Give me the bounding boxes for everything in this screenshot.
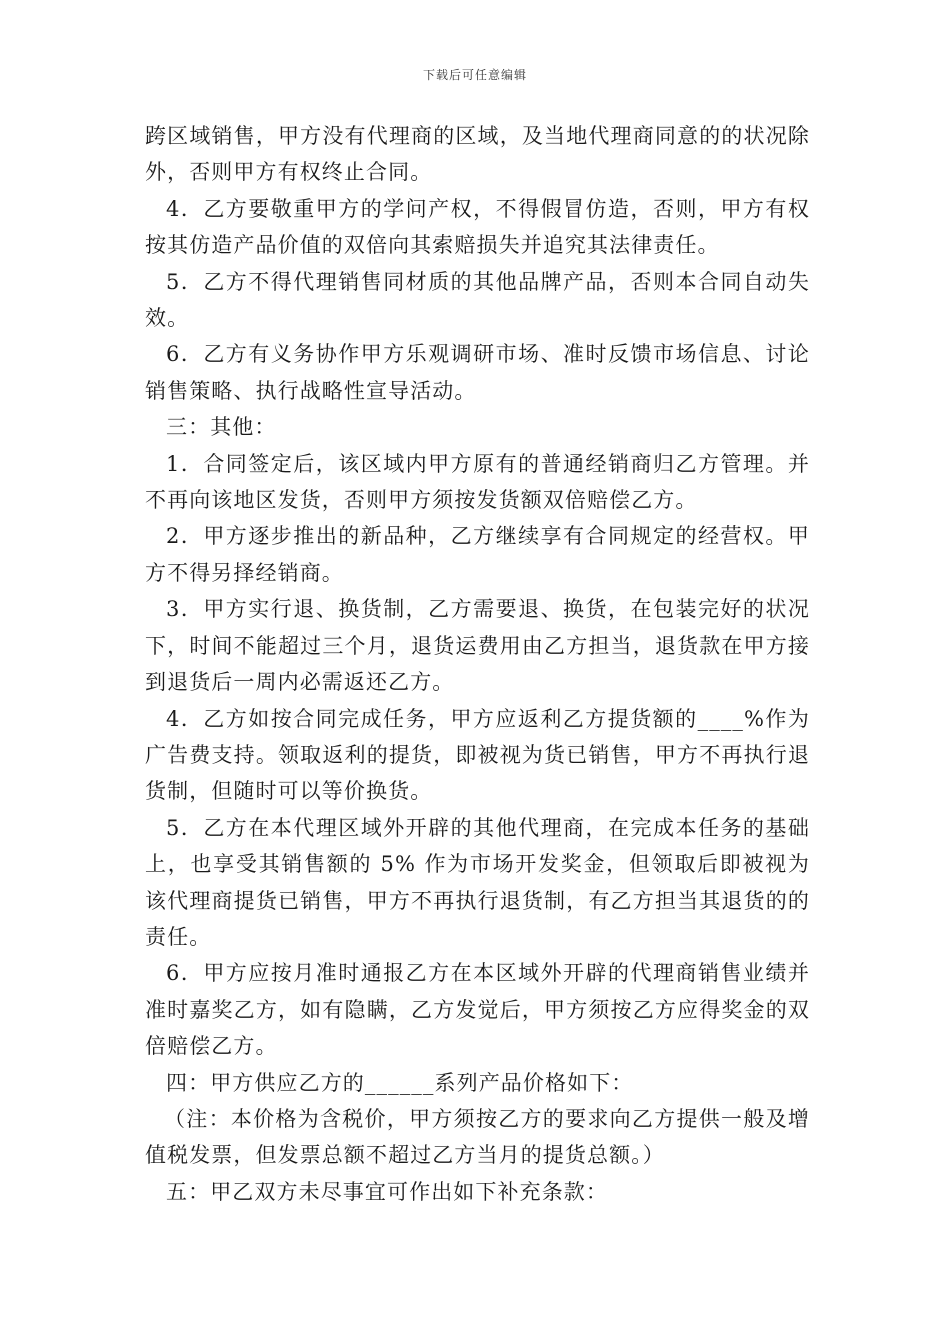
clause-2-5: 5．乙方不得代理销售同材质的其他品牌产品，否则本合同自动失效。 [145,269,810,331]
clause-3-5: 5．乙方在本代理区域外开辟的其他代理商，在完成本任务的基础上，也享受其销售额的 5% 作为市场开发奖金，但领取后即被视为该代理商提货已销售，甲方不再执行退货制，有乙方担当其退货的的责任。 [145,815,810,949]
section-4-heading: 四：甲方供应乙方的______系列产品价格如下： [166,1070,634,1095]
paragraph-continuation: 跨区域销售，甲方没有代理商的区域，及当地代理商同意的的状况除外，否则甲方有权终止合同。 [145,124,810,185]
contract-body [145,118,810,1210]
page-header-note: 下载后可任意编辑 [422,68,527,82]
clause-2-4: 4．乙方要敬重甲方的学问产权，不得假冒仿造，否则，甲方有权按其仿造产品价值的双倍向其索赔损失并追究其法律责任。 [145,196,810,258]
clause-3-2: 2．甲方逐步推出的新品种，乙方继续享有合同规定的经营权。甲方不得另择经销商。 [145,524,810,585]
clause-3-1: 1．合同签定后，该区域内甲方原有的普通经销商归乙方管理。并不再向该地区发货，否则甲方须按发货额双倍赔偿乙方。 [145,451,810,513]
clause-2-6: 6．乙方有义务协作甲方乐观调研市场、准时反馈市场信息、讨论销售策略、执行战略性宣导活动。 [145,342,810,403]
clause-3-4: 4．乙方如按合同完成任务，甲方应返利乙方提货额的____%作为广告费支持。领取返利的提货，即被视为货已销售，甲方不再执行退货制，但随时可以等价换货。 [145,706,810,804]
clause-3-6: 6．甲方应按月准时通报乙方在本区域外开辟的代理商销售业绩并准时嘉奖乙方，如有隐瞒，乙方发觉后，甲方须按乙方应得奖金的双倍赔偿乙方。 [145,961,810,1059]
price-note: （注：本价格为含税价，甲方须按乙方的要求向乙方提供一般及增值税发票，但发票总额不超过乙方当月的提货总额。） [145,1106,810,1168]
clause-3-3: 3．甲方实行退、换货制，乙方需要退、换货，在包装完好的状况下，时间不能超过三个月，退货运费用由乙方担当，退货款在甲方接到退货后一周内必需返还乙方。 [145,597,810,695]
section-3-heading: 三：其他： [166,415,277,440]
section-5-heading: 五：甲乙双方未尽事宜可作出如下补充条款： [166,1179,608,1204]
